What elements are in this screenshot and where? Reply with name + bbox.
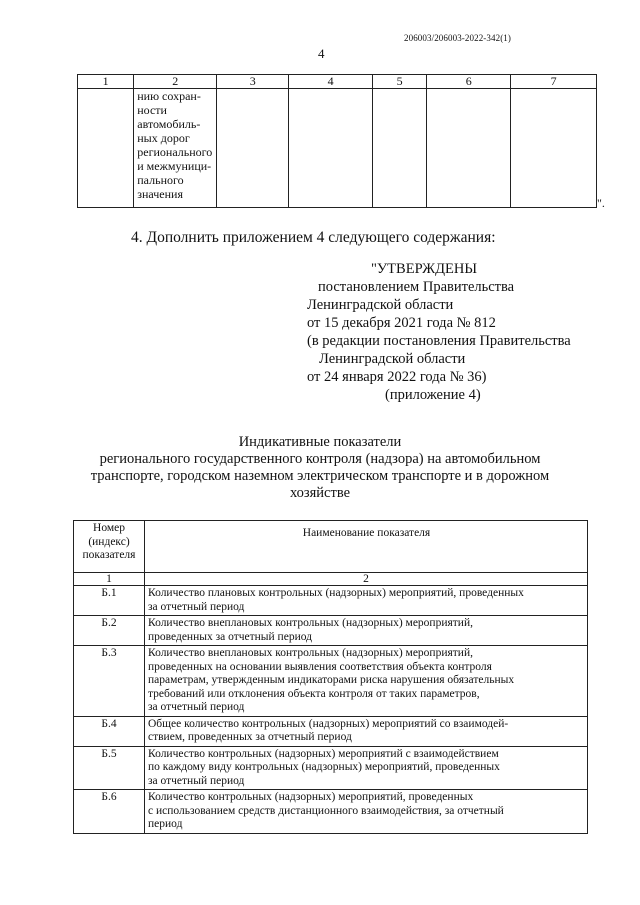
table-header-row: [74, 521, 588, 573]
indicator-name: [145, 646, 588, 717]
approval-line: постановлением Правительства: [318, 279, 515, 295]
table-cell: [217, 89, 289, 208]
table-cell: [373, 89, 427, 208]
table-row: [74, 716, 588, 746]
indicator-id: Б.6: [74, 790, 145, 834]
table-row: [74, 646, 588, 717]
indicator-line: Общее количество контрольных (надзорных) мероприятий со взаимодей-: [148, 717, 509, 730]
indicator-line: ствием, проведенных за отчетный период: [148, 731, 352, 743]
continued-table: [77, 74, 597, 208]
indicator-line: период: [148, 818, 183, 830]
indicator-line: требований или отклонения объекта контроля от таких параметров,: [148, 687, 480, 700]
col-num-1: 1: [78, 75, 134, 89]
header-number-line: показателя: [82, 549, 136, 561]
title-line: хозяйстве: [289, 485, 351, 501]
closing-quote: ".: [597, 196, 605, 210]
table-cell: [78, 89, 134, 208]
cell-line: ных дорог: [137, 131, 190, 145]
table-row: [74, 746, 588, 790]
cell-line: и межмуници-: [137, 159, 212, 173]
indicator-line: по каждому виду контрольных (надзорных) мероприятий, проведенных: [148, 761, 500, 773]
header-number-line: Номер: [93, 522, 125, 534]
indicator-line: проведенных за отчетный период: [148, 630, 312, 643]
header-number-line: (индекс): [88, 535, 130, 548]
title-line: транспорте, городском наземном электрическом транспорте и в дорожном: [90, 468, 550, 484]
col-num-3: 3: [217, 75, 289, 89]
header-name-cell: Наименование показателя: [145, 521, 588, 573]
approval-line: "УТВЕРЖДЕНЫ: [371, 261, 477, 277]
approval-line: Ленинградской области: [319, 351, 466, 367]
col-num-4: 4: [289, 75, 373, 89]
indicators-table: [73, 520, 588, 834]
indicator-line: за отчетный период: [148, 774, 245, 787]
indicator-name: [145, 586, 588, 616]
indicator-line: Количество контрольных (надзорных) мероприятий, проведенных: [148, 791, 474, 803]
indicator-line: за отчетный период: [148, 600, 245, 613]
table-column-numbers: [74, 573, 588, 586]
table-row: [74, 790, 588, 834]
cell-line: значения: [137, 187, 183, 201]
indicator-id: Б.4: [74, 716, 145, 746]
approval-block: [307, 260, 571, 404]
title-line: Индикативные показатели: [238, 434, 402, 450]
col-num-7: 7: [511, 75, 597, 89]
table-cell-text: [134, 89, 217, 208]
indicator-line: параметрам, утвержденным индикаторами риска нарушения обязательных: [148, 674, 515, 686]
table-row: [74, 586, 588, 616]
indicator-line: с использованием средств дистанционного взаимодействия, за отчетный: [148, 804, 504, 817]
indicator-name: [145, 746, 588, 790]
col-num-2: 2: [145, 573, 588, 586]
col-num-5: 5: [373, 75, 427, 89]
indicator-id: Б.5: [74, 746, 145, 790]
approval-line: Ленинградской области: [307, 297, 454, 313]
indicator-line: Количество контрольных (надзорных) мероприятий с взаимодействием: [148, 747, 499, 760]
cell-line: регионального: [137, 145, 213, 159]
indicator-line: проведенных на основании выявления соответствия объекта контроля: [148, 660, 492, 673]
table-cell: [289, 89, 373, 208]
col-num-6: 6: [427, 75, 511, 89]
approval-line: от 24 января 2022 года № 36): [307, 369, 487, 385]
indicator-line: Количество плановых контрольных (надзорных) мероприятий, проведенных: [148, 587, 524, 599]
item-4-paragraph: 4. Дополнить приложением 4 следующего содержания:: [131, 229, 496, 246]
approval-line: (приложение 4): [385, 387, 481, 403]
indicator-name: [145, 716, 588, 746]
approval-line: (в редакции постановления Правительства: [307, 333, 571, 349]
indicator-id: Б.1: [74, 586, 145, 616]
table-cell: [427, 89, 511, 208]
indicator-line: за отчетный период: [148, 701, 245, 713]
table-column-numbers: [78, 75, 597, 89]
header-number-cell: [74, 521, 145, 573]
col-num-2: 2: [134, 75, 217, 89]
cell-line: автомобиль-: [137, 117, 201, 131]
table-cell: [511, 89, 597, 208]
cell-line: нию сохран-: [137, 89, 201, 103]
title-line: регионального государственного контроля (надзора) на автомобильном: [99, 451, 541, 467]
col-num-1: 1: [74, 573, 145, 586]
cell-line: ности: [137, 103, 167, 117]
cell-line: пального: [137, 173, 184, 187]
table-row: [74, 616, 588, 646]
document-id: 206003/206003-2022-342(1): [404, 33, 511, 43]
indicator-id: Б.2: [74, 616, 145, 646]
indicator-name: [145, 616, 588, 646]
indicator-line: Количество внеплановых контрольных (надзорных) мероприятий,: [148, 647, 473, 659]
indicator-name: [145, 790, 588, 834]
indicator-line: Количество внеплановых контрольных (надзорных) мероприятий,: [148, 617, 473, 629]
document-title: [80, 434, 560, 502]
page-number: 4: [318, 46, 325, 61]
indicator-id: Б.3: [74, 646, 145, 717]
approval-line: от 15 декабря 2021 года № 812: [307, 315, 496, 331]
table-row: [78, 89, 597, 208]
